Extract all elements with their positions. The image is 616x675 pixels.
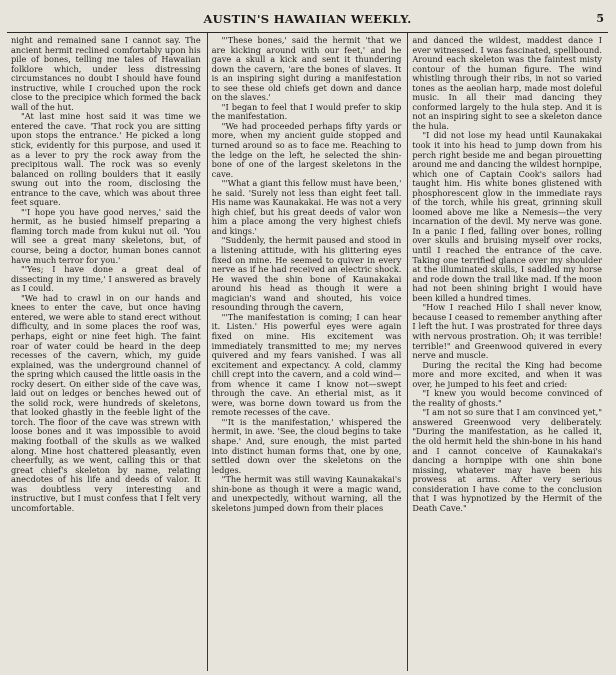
article-paragraph: "We had proceeded perhaps fifty yards or more, when my ancient guide stopped and turned around so as to face me. Reaching to the ledge on the left, he selected the shin-bone of one of the largest skeletons in the cave. (211, 120, 402, 179)
article-paragraph: "The hermit was still waving Kaunakakai's shin-bone as though it were a magic wand, and unexpectedly, without warning, all the skeletons jumped down from their places (211, 474, 402, 513)
article-paragraph: "'What a giant this fellow must have been,' he said. 'Surely not less than eight feet tall. His name was Kaunakakai. He was not a very high chief, but his great deeds of valor won him a place among the very highest chiefs and kings.' (211, 178, 402, 236)
article-paragraph: "'Yes; I have done a great deal of dissecting in my time,' I answered as bravely as I could. (11, 264, 201, 294)
article-paragraph: "I am not so sure that I am convinced yet," answered Greenwood very deliberately. "During the manifestation, as he called it, the old hermit held the shin-bone in his hand and I cannot conceive of Kaunakakai's dancing a hornpipe with one shin bone missing, whatever may have been his prowess at arms. After very serious consideration I have come to the conclusion that I was hypnotized by the Hermit of the Death Cave." (412, 407, 603, 513)
article-paragraph: and danced the wildest, maddest dance I ever witnessed. I was fascinated, spellbound. Around each skeleton was the faintest misty contour of the human figure. The wind whistling through their ribs, in not so varied tones as the aeolian harp, made most doleful music. In all their mad dancing they conformed largely to the hula step. And it is not an inspiring sight to see a skeleton dance the hula. (412, 35, 603, 131)
page-number: 5 (596, 12, 604, 25)
article-paragraph: "'It is the manifestation,' whispered the hermit, in awe. 'See, the cloud begins to take shape.' And, sure enough, the mist parted into distinct human forms that, one by one, settled down over the skeletons on the ledges. (211, 416, 402, 475)
article-paragraph: "I began to feel that I would prefer to skip the manifestation. (211, 101, 402, 122)
article-paragraph: "How I reached Hilo I shall never know, because I ceased to remember anything after I left the hut. I was prostrated for three days with nervous prostration. Oh; it was terrible! terrible!" and Greenwood quivered in every nerve and muscle. (412, 302, 603, 361)
article-paragraph: "At last mine host said it was time we entered the cave. 'That rock you are sitting upon stops the entrance.' He picked a long stick, evidently for this purpose, and used it as a lever to pry the rock away from the precipitous wall. The rock was so evenly balanced on rolling boulders that it easily swung out into the room, disclosing the entrance to the cave, which was about three feet square. (11, 111, 201, 208)
article-paragraph: "'These bones,' said the hermit 'that we are kicking around with our feet,' and he gave a skull a kick and sent it thundering down the cavern, 'are the bones of slaves. It is an inspiring sight during a manifestation to see these old chiefs get down and dance on the slaves.' (211, 35, 402, 103)
article-paragraph: "'The manifestation is coming; I can hear it. Listen.' His powerful eyes were again fixed on mine. His excitement was immediately transmitted to me; my nerves quivered and my fears vanished. I was all excitement and expectancy. A cold, clammy chill crept into the cavern, and a cold wind—from whence it came I know not—swept through the cave. An etherial mist, as it were, was borne down toward us from the remote recesses of the cave. (211, 311, 402, 418)
masthead-title: AUSTIN'S HAWAIIAN WEEKLY. (203, 12, 412, 26)
column-1 (7, 33, 207, 671)
article-paragraph: "Suddenly, the hermit paused and stood in a listening attitude, with his glittering eyes fixed on mine. He seemed to quiver in every nerve as if he had received an electric shock. He waved the shin bone of Kaunakakai around his head as though it were a magician's wand and shouted, his voice resounding through the cavern, (211, 235, 402, 313)
article-paragraph: "We had to crawl in on our hands and knees to enter the cave, but once having entered, we were able to stand erect without difficulty, and in some places the roof was, perhaps, eight or nine feet high. The faint roar of water could be heard in the deep recesses of the cavern, which, my guide explained, was the underground channel of the spring which caused the little oasis in the rocky desert. On either side of the cave was, laid out on ledges or benches hewed out of the solid rock, were hundreds of skeletons, that looked ghastly in the feeble light of the torch. The floor of the cave was strewn with loose bones and it was impossible to avoid making football of the skulls as we walked along. Mine host chattered pleasantly, even cheerfully, as we went, calling this or that great chief's skeleton by name, relating anecdotes of his life and deeds of valor. It was doubtless very interesting and instructive, but I must confess that I felt very uncomfortable. (11, 292, 201, 513)
page-header (7, 6, 608, 33)
article-paragraph: night and remained sane I cannot say. The ancient hermit reclined comfortably upon his pile of bones, telling me tales of Hawaiian folklore which, under less distressing circumstances no doubt I should have found instructive, while I crouched upon the rock close to the precipice which formed the back wall of the hut. (11, 35, 201, 112)
article-paragraph: During the recital the King had become more and more excited, and when it was over, he jumped to his feet and cried: (412, 359, 603, 389)
article-paragraph: "I knew you would become convinced of the reality of ghosts." (412, 388, 603, 408)
article-paragraph: "'I hope you have good nerves,' said the hermit, as he busied himself preparing a flaming torch made from kukui nut oil. 'You will see a great many skeletons, but, of course, being a doctor, human bones cannot have much terror for you.' (11, 206, 201, 265)
column-2 (207, 33, 408, 671)
article-columns (7, 33, 608, 671)
article-paragraph: "I did not lose my head until Kaunakakai took it into his head to jump down from his perch right beside me and began pirouetting around me and dancing the wildest hornpipe, which one of Captain Cook's sailors had taught him. His white bones glistened with phosphorescent glow in the immediate rays of the torch, while his great, grinning skull loomed above me like a Nemesis—the very incarnation of the devil. My nerve was gone. In a panic I fled, falling over bones, rolling over skulls and bruising myself over rocks, until I reached the entrance of the cave. Taking one terrified glance over my shoulder at the illuminated skulls, I saddled my horse and rode down the trail like mad. If the moon had not been shining bright I would have been killed a hundred times. (412, 130, 603, 303)
column-3 (407, 33, 608, 671)
